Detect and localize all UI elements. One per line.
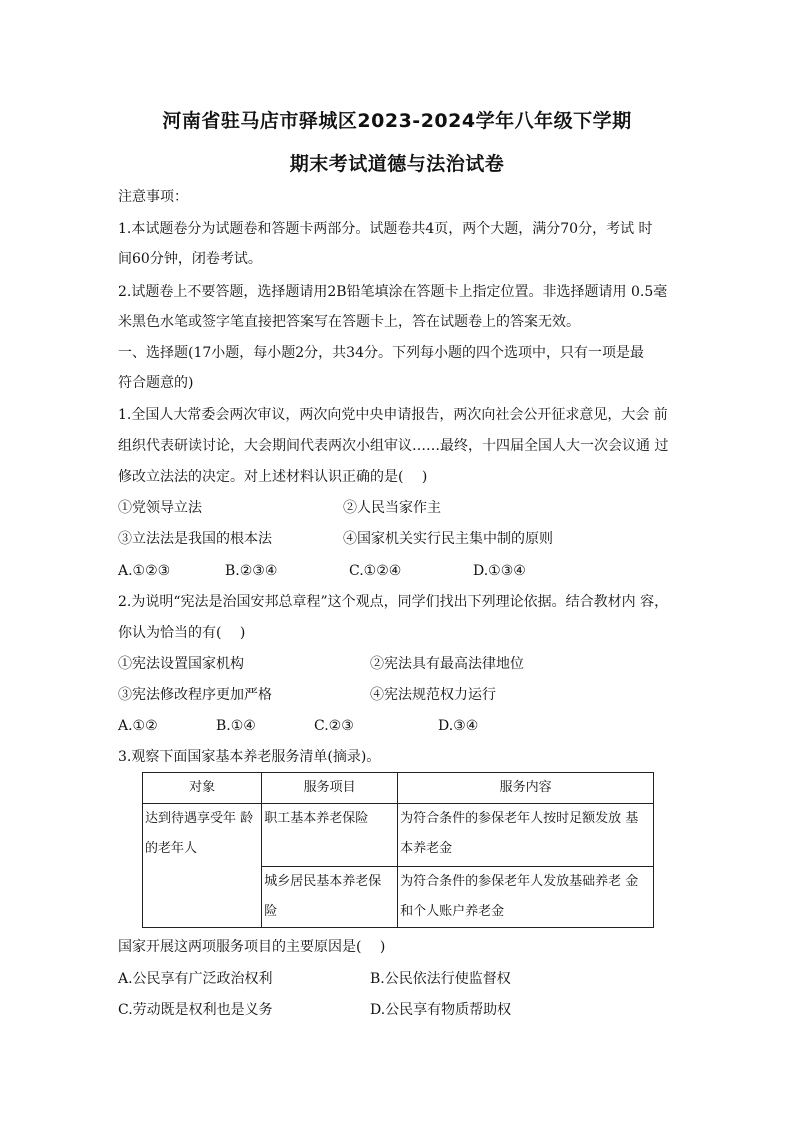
question-1-line-1: 1.全国人大常委会两次审议，两次向党中央申请报告，两次向社会公开征求意见，大会 前 <box>118 407 668 423</box>
table-cell-row-2-content <box>398 867 654 928</box>
question-1-statement-4: ④国家机关实行民主集中制的原则 <box>343 531 553 547</box>
table-cell-row-1-item <box>262 804 398 867</box>
question-2-option-a: A.①② <box>118 718 158 734</box>
section-1-heading-line-2: 符合题意的) <box>118 375 194 391</box>
exam-title-line-2: 期末考试道德与法治试卷 <box>289 153 505 175</box>
question-1-statement-1: ①党领导立法 <box>118 500 202 516</box>
question-3-question: 国家开展这两项服务项目的主要原因是( ) <box>118 939 386 955</box>
table-row <box>143 804 654 867</box>
row-1-content-line-2: 本养老金 <box>400 841 453 856</box>
question-1-option-b: B.②③④ <box>225 563 278 579</box>
question-2-option-d: D.③④ <box>438 718 479 734</box>
notice-item-2-line-1: 2.试题卷上不要答题，选择题请用2B铅笔填涂在答题卡上指定位置。非选择题请用 0.5毫 <box>118 284 668 300</box>
question-1-option-d: D.①③④ <box>473 563 526 579</box>
question-3-option-d: D.公民享有物质帮助权 <box>370 1002 512 1018</box>
section-1-heading-line-1: 一、选择题(17小题，每小题2分，共34分。下列每小题的四个选项中，只有一项是最 <box>118 345 644 361</box>
question-1-line-2: 组织代表研读讨论，大会期间代表两次小组审议……最终，十四届全国人大一次会议通 过 <box>118 438 669 454</box>
question-2-statement-4: ④宪法规范权力运行 <box>370 687 496 703</box>
question-1-statement-2: ②人民当家作主 <box>343 500 441 516</box>
table-cell-row-1-content <box>398 804 654 867</box>
row-2-item-line-2: 险 <box>264 904 278 919</box>
question-1-statement-3: ③立法法是我国的根本法 <box>118 531 272 547</box>
question-2-option-b: B.①④ <box>216 718 256 734</box>
notice-heading: 注意事项： <box>118 189 188 205</box>
notice-item-2-line-2: 米黑色水笔或签字笔直接把答案写在答题卡上，答在试题卷上的答案无效。 <box>118 314 580 330</box>
question-1-option-c: C.①②④ <box>349 563 402 579</box>
question-3-option-b: B.公民依法行使监督权 <box>370 971 511 987</box>
table-cell-row-2-item <box>262 867 398 928</box>
table-header-service-item: 服务项目 <box>262 773 398 804</box>
pension-service-table <box>142 772 654 928</box>
table-header-target: 对象 <box>143 773 262 804</box>
row-1-item-text: 职工基本养老保险 <box>264 811 369 826</box>
question-3-option-a: A.公民享有广泛政治权利 <box>118 971 273 987</box>
notice-item-1-line-1: 1.本试题卷分为试题卷和答题卡两部分。试题卷共4页，两个大题，满分70分，考试 时 <box>118 221 653 237</box>
question-2-line-2: 你认为恰当的有( ) <box>118 625 246 641</box>
table-header-service-content: 服务内容 <box>398 773 654 804</box>
target-line-2: 的老年人 <box>145 841 198 856</box>
question-2-line-1: 2.为说明“宪法是治国安邦总章程”这个观点，同学们找出下列理论依据。结合教材内 容， <box>118 594 669 610</box>
row-1-content-line-1: 为符合条件的参保老年人按时足额发放 基 <box>400 811 639 826</box>
question-1-line-3: 修改立法法的决定。对上述材料认识正确的是( ) <box>118 469 428 485</box>
question-2-statement-3: ③宪法修改程序更加严格 <box>118 687 272 703</box>
question-2-statement-2: ②宪法具有最高法律地位 <box>370 656 524 672</box>
target-line-1: 达到待遇享受年 龄 <box>145 811 254 826</box>
question-3-stem: 3.观察下面国家基本养老服务清单(摘录)。 <box>118 749 381 765</box>
row-2-item-line-1: 城乡居民基本养老保 <box>264 874 382 889</box>
row-2-content-line-1: 为符合条件的参保老年人发放基础养老 金 <box>400 874 639 889</box>
question-2-option-c: C.②③ <box>314 718 354 734</box>
question-1-option-a: A.①②③ <box>118 563 171 579</box>
question-3-option-c: C.劳动既是权利也是义务 <box>118 1002 273 1018</box>
question-2-statement-1: ①宪法设置国家机构 <box>118 656 244 672</box>
table-cell-target <box>143 804 262 928</box>
notice-item-1-line-2: 间60分钟，闭卷考试。 <box>118 251 262 267</box>
table-header-row <box>143 773 654 804</box>
exam-title-line-1: 河南省驻马店市驿城区2023-2024学年八年级下学期 <box>162 110 632 132</box>
row-2-content-line-2: 和个人账户养老金 <box>400 904 505 919</box>
